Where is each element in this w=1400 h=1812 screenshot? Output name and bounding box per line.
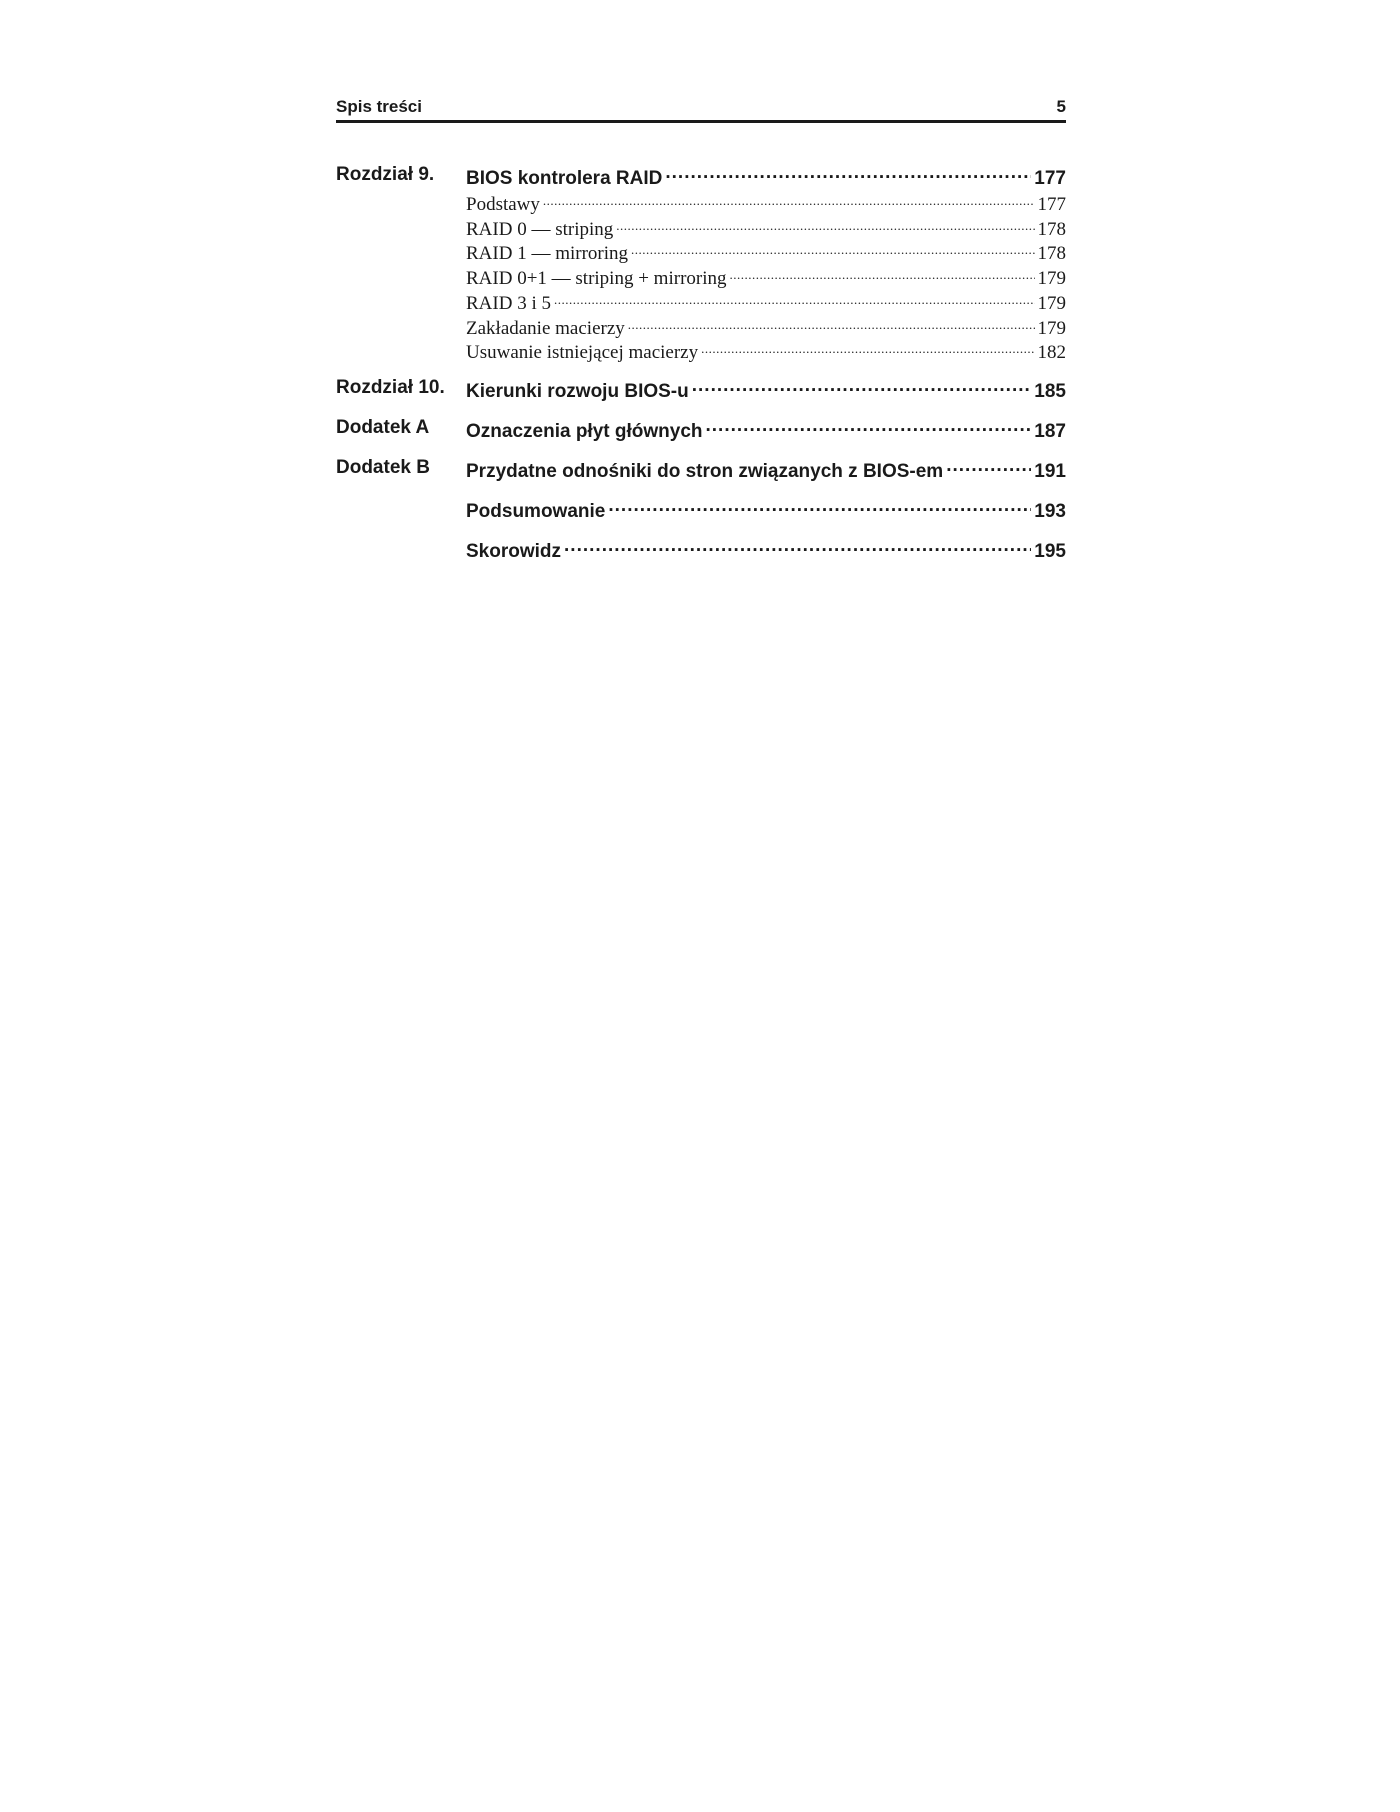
toc-appendix-b — [336, 455, 1066, 485]
toc-entry-chapter-title[interactable] — [466, 375, 1066, 405]
dot-leader — [665, 162, 1031, 184]
entry-title: Oznaczenia płyt głównych — [466, 420, 703, 442]
toc-section-entry[interactable] — [466, 316, 1066, 341]
section-title: RAID 1 — mirroring — [466, 243, 629, 265]
section-title: RAID 0+1 — striping + mirroring — [466, 268, 727, 290]
entry-title: Przydatne odnośniki do stron związanych z BIOS-em — [466, 460, 944, 482]
toc-section-entry[interactable] — [466, 266, 1066, 291]
toc-entry-chapter-title[interactable] — [466, 415, 1066, 445]
entry-page: 191 — [1034, 460, 1066, 482]
section-page: 178 — [1037, 243, 1066, 265]
chapter-label: Dodatek B — [336, 456, 430, 478]
entry-title: Podsumowanie — [466, 500, 606, 522]
dot-leader — [701, 340, 1034, 358]
toc-section-entry[interactable] — [466, 217, 1066, 242]
toc-chapter-9 — [336, 162, 1066, 365]
toc-entry-chapter-title[interactable] — [466, 535, 1066, 565]
toc-entry-chapter-title[interactable] — [466, 162, 1066, 192]
section-title: Zakładanie macierzy — [466, 317, 625, 339]
section-page: 179 — [1037, 317, 1066, 339]
toc-section-entry[interactable] — [466, 340, 1066, 365]
chapter-label: Dodatek A — [336, 416, 430, 438]
dot-leader — [946, 455, 1031, 477]
entry-title: BIOS kontrolera RAID — [466, 168, 663, 189]
dot-leader — [628, 316, 1035, 334]
section-title: Podstawy — [466, 194, 540, 215]
section-page: 177 — [1037, 194, 1066, 215]
section-page: 182 — [1037, 342, 1066, 364]
section-title: Usuwanie istniejącej macierzy — [466, 342, 699, 364]
chapter-label: Rozdział 10. — [336, 376, 445, 398]
running-header-title: Spis treści — [336, 97, 422, 116]
dot-leader — [543, 192, 1035, 210]
toc-entry-chapter-title[interactable] — [466, 455, 1066, 485]
chapter-body — [466, 375, 1066, 405]
chapter-body — [466, 495, 1066, 525]
chapter-body — [466, 535, 1066, 565]
dot-leader — [631, 241, 1034, 259]
chapter-label: Rozdział 9. — [336, 164, 435, 185]
section-title: RAID 0 — striping — [466, 218, 614, 240]
dot-leader — [730, 266, 1035, 284]
toc-appendix-a — [336, 415, 1066, 445]
chapter-body — [466, 162, 1066, 365]
chapter-body — [466, 415, 1066, 445]
dot-leader — [608, 495, 1031, 517]
dot-leader — [564, 535, 1031, 557]
table-of-contents — [336, 162, 1066, 565]
toc-section-entry[interactable] — [466, 192, 1066, 217]
dot-leader — [554, 291, 1035, 309]
section-page: 178 — [1037, 218, 1066, 240]
chapter-body — [466, 455, 1066, 485]
entry-title: Skorowidz — [466, 540, 562, 562]
section-title: RAID 3 i 5 — [466, 292, 551, 314]
dot-leader — [616, 217, 1034, 235]
dot-leader — [692, 375, 1032, 397]
toc-section-entry[interactable] — [466, 291, 1066, 316]
toc-chapter-10 — [336, 375, 1066, 405]
section-page: 179 — [1037, 292, 1066, 314]
toc-summary — [336, 495, 1066, 525]
toc-entry-chapter-title[interactable] — [466, 495, 1066, 525]
entry-page: 177 — [1034, 168, 1066, 189]
toc-section-entry[interactable] — [466, 241, 1066, 266]
entry-page: 195 — [1034, 540, 1066, 562]
running-header — [336, 90, 1066, 123]
running-header-page-number: 5 — [1056, 97, 1066, 116]
section-page: 179 — [1037, 268, 1066, 290]
dot-leader — [706, 415, 1032, 437]
entry-page: 185 — [1034, 380, 1066, 402]
entry-page: 193 — [1034, 500, 1066, 522]
entry-title: Kierunki rozwoju BIOS-u — [466, 380, 689, 402]
entry-page: 187 — [1034, 420, 1066, 442]
toc-index — [336, 535, 1066, 565]
